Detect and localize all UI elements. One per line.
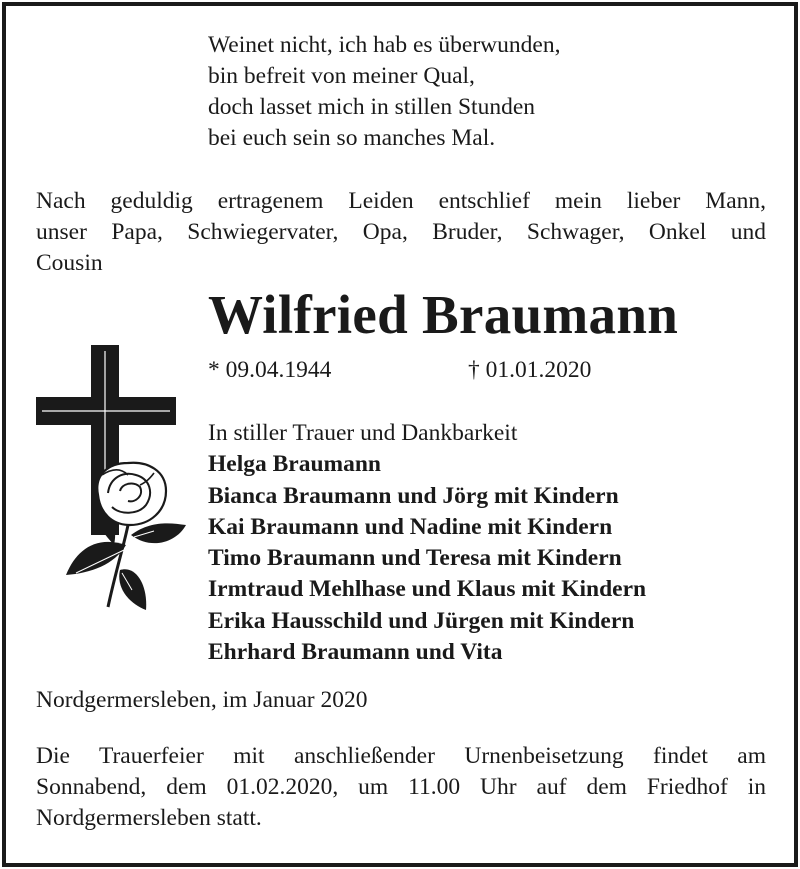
family-member: Ehrhard Braumann und Vita: [208, 639, 503, 666]
ceremony-line: Nordgermersleben statt.: [36, 805, 262, 831]
cross-with-rose-icon: [36, 345, 196, 615]
mourning-intro: In stiller Trauer und Dankbarkeit: [208, 420, 518, 446]
ceremony-line: Die Trauerfeier mit anschließender Urnenbeisetzung findet am: [36, 743, 766, 769]
family-member: Erika Hausschild und Jürgen mit Kindern: [208, 607, 635, 634]
mourners-list: [208, 418, 646, 668]
place-date: Nordgermersleben, im Januar 2020: [36, 687, 368, 713]
family-member: Kai Braumann und Nadine mit Kindern: [208, 513, 613, 540]
poem-line: bin befreit von meiner Qual,: [208, 63, 475, 89]
poem: [208, 30, 560, 154]
ceremony-line: Sonnabend, dem 01.02.2020, um 11.00 Uhr auf dem Friedhof in: [36, 774, 766, 800]
intro-line: Nach geduldig ertragenem Leiden entschlief mein lieber Mann,: [36, 188, 766, 214]
intro-line: unser Papa, Schwiegervater, Opa, Bruder, Schwager, Onkel und: [36, 219, 766, 245]
deceased-name: Wilfried Braumann: [208, 284, 679, 345]
birth-date: * 09.04.1944: [208, 357, 332, 383]
poem-line: bei euch sein so manches Mal.: [208, 125, 496, 151]
family-member: Helga Braumann: [208, 451, 382, 478]
intro-text: [36, 186, 766, 279]
poem-line: doch lasset mich in stillen Stunden: [208, 94, 536, 120]
death-date: † 01.01.2020: [468, 357, 592, 383]
intro-line: Cousin: [36, 250, 103, 276]
family-member: Timo Braumann und Teresa mit Kindern: [208, 545, 622, 572]
family-member: Bianca Braumann und Jörg mit Kindern: [208, 482, 619, 509]
family-member: Irmtraud Mehlhase und Klaus mit Kindern: [208, 576, 647, 603]
ceremony-info: [36, 741, 766, 834]
poem-line: Weinet nicht, ich hab es überwunden,: [208, 32, 561, 58]
